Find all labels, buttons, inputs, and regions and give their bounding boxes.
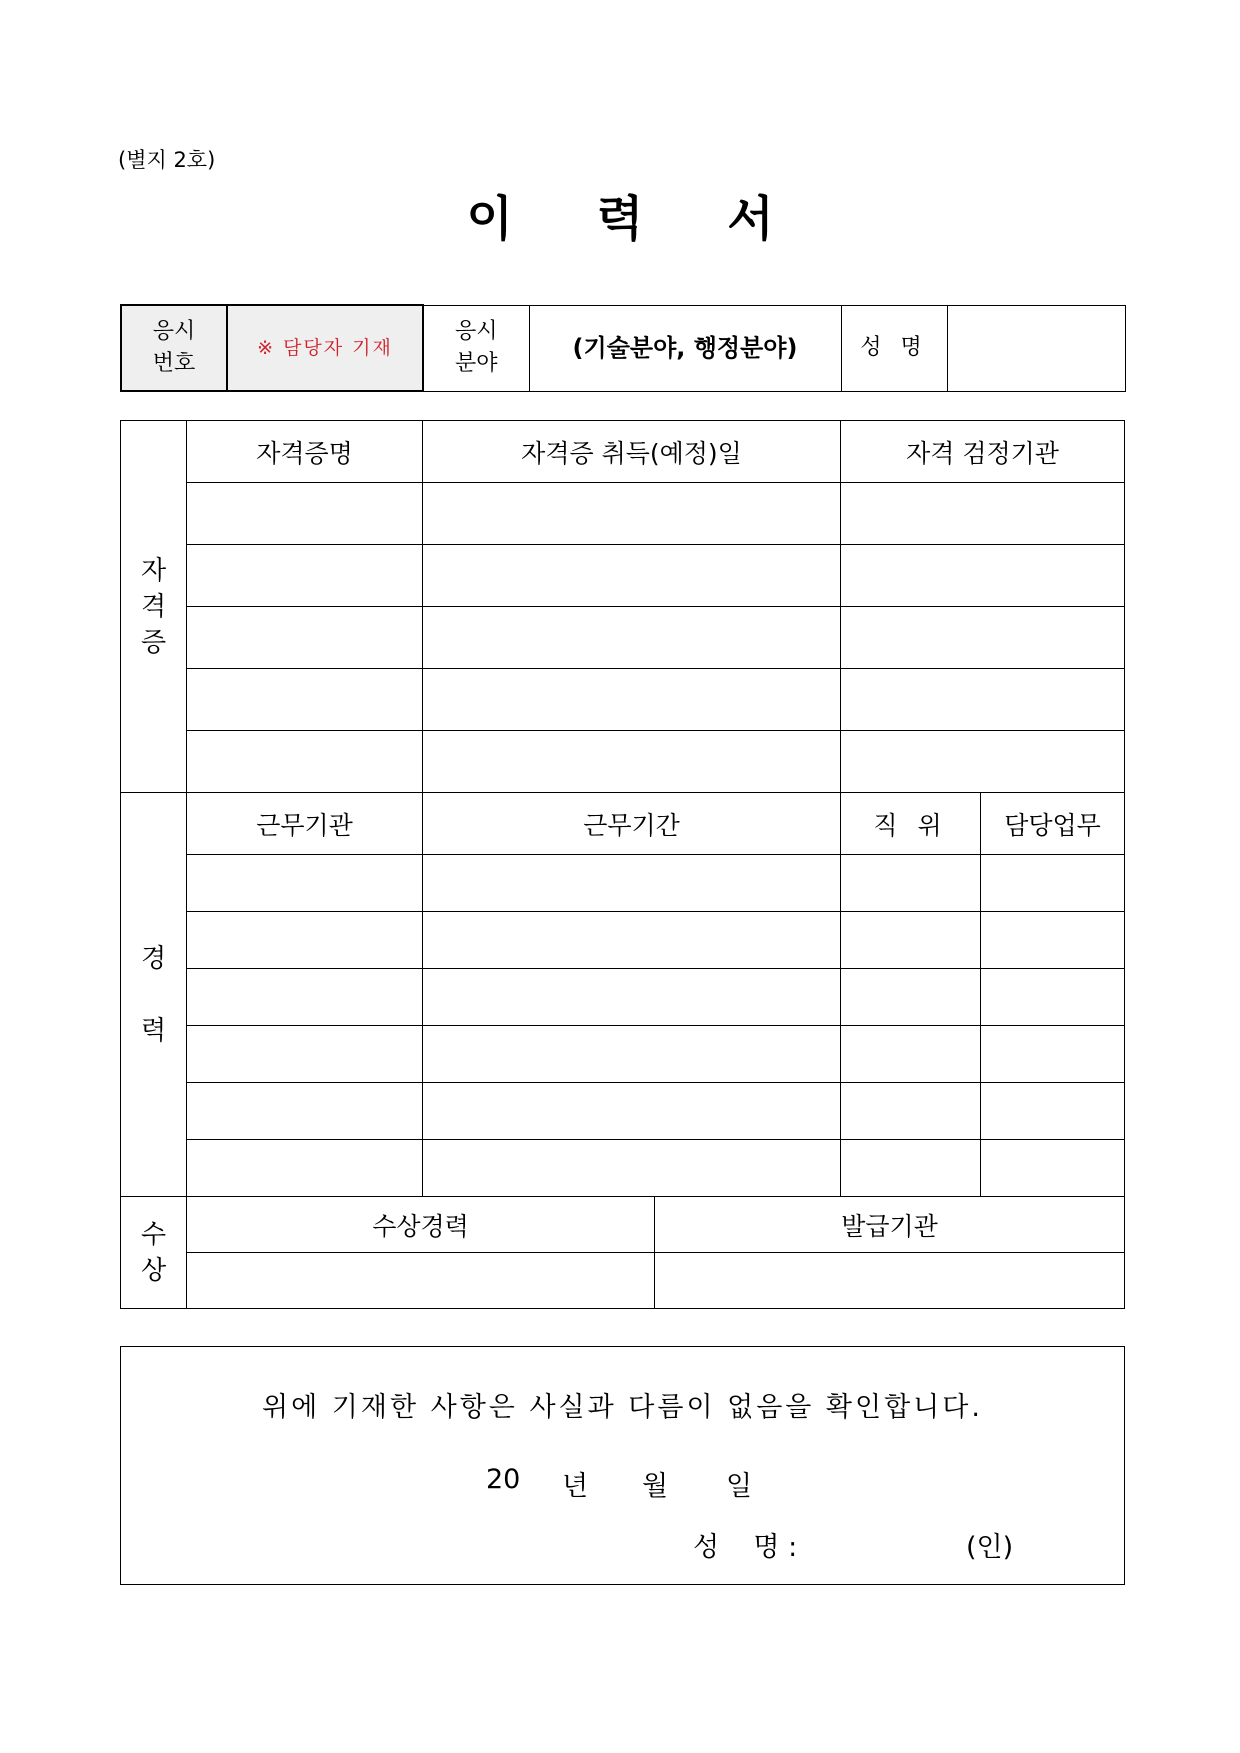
career-org-cell[interactable] xyxy=(187,1026,423,1083)
appendix-label: (별지 2호) xyxy=(118,148,216,172)
career-period-header: 근무기간 xyxy=(423,793,841,855)
award-issuer-cell[interactable] xyxy=(655,1253,1125,1309)
cert-issuer-cell[interactable] xyxy=(841,731,1125,793)
title-char-2: 력 xyxy=(596,191,644,247)
applicant-header-table xyxy=(120,304,1126,392)
table-row xyxy=(121,607,1125,669)
table-row xyxy=(121,1140,1125,1197)
date-day-unit: 일 xyxy=(726,1471,753,1502)
career-duty-cell[interactable] xyxy=(981,969,1125,1026)
career-duty-cell[interactable] xyxy=(981,1026,1125,1083)
career-period-cell[interactable] xyxy=(423,1083,841,1140)
seal-mark: (인) xyxy=(966,1532,1014,1563)
resume-table xyxy=(120,420,1125,1309)
career-period-cell[interactable] xyxy=(423,912,841,969)
career-duty-cell[interactable] xyxy=(981,912,1125,969)
cert-issuer-header: 자격 검정기관 xyxy=(841,421,1125,483)
career-period-cell[interactable] xyxy=(423,855,841,912)
table-row xyxy=(121,855,1125,912)
cert-date-cell[interactable] xyxy=(423,545,841,607)
date-month-unit: 월 xyxy=(642,1471,669,1502)
cert-date-cell[interactable] xyxy=(423,669,841,731)
cert-name-cell[interactable] xyxy=(187,669,423,731)
application-field-label: 응시 분야 xyxy=(423,305,529,391)
award-history-header: 수상경력 xyxy=(187,1197,655,1253)
name-label: 성 명 xyxy=(841,305,947,391)
confirmation-statement: 위에 기재한 사항은 사실과 다름이 없음을 확인합니다. xyxy=(262,1392,983,1423)
career-position-cell[interactable] xyxy=(841,1140,981,1197)
career-position-cell[interactable] xyxy=(841,912,981,969)
career-position-header: 직 위 xyxy=(841,793,981,855)
name-input[interactable] xyxy=(947,305,1125,391)
career-duty-header: 담당업무 xyxy=(981,793,1125,855)
exam-number-label: 응시 번호 xyxy=(121,305,227,391)
table-row xyxy=(121,969,1125,1026)
career-period-cell[interactable] xyxy=(423,1026,841,1083)
title-char-1: 이 xyxy=(466,191,513,247)
date-year-prefix: 20 xyxy=(486,1464,521,1495)
awards-section-label: 수 상 xyxy=(121,1197,187,1309)
table-row xyxy=(121,912,1125,969)
staff-only-field: ※ 담당자 기재 xyxy=(227,305,423,391)
cert-date-cell[interactable] xyxy=(423,607,841,669)
career-org-cell[interactable] xyxy=(187,855,423,912)
career-section-label: 경 력 xyxy=(121,793,187,1197)
award-history-cell[interactable] xyxy=(187,1253,655,1309)
table-row xyxy=(121,731,1125,793)
table-row xyxy=(121,1026,1125,1083)
confirmation-box xyxy=(120,1346,1125,1585)
cert-name-cell[interactable] xyxy=(187,483,423,545)
table-row xyxy=(121,669,1125,731)
cert-issuer-cell[interactable] xyxy=(841,545,1125,607)
career-position-cell[interactable] xyxy=(841,969,981,1026)
career-duty-cell[interactable] xyxy=(981,1083,1125,1140)
cert-issuer-cell[interactable] xyxy=(841,607,1125,669)
cert-date-cell[interactable] xyxy=(423,483,841,545)
cert-name-cell[interactable] xyxy=(187,731,423,793)
table-row xyxy=(121,1253,1125,1309)
career-org-cell[interactable] xyxy=(187,912,423,969)
table-row xyxy=(121,483,1125,545)
document-title xyxy=(0,180,1240,249)
career-position-cell[interactable] xyxy=(841,1026,981,1083)
cert-name-header: 자격증명 xyxy=(187,421,423,483)
cert-date-cell[interactable] xyxy=(423,731,841,793)
cert-date-header: 자격증 취득(예정)일 xyxy=(423,421,841,483)
career-duty-cell[interactable] xyxy=(981,1140,1125,1197)
career-period-cell[interactable] xyxy=(423,969,841,1026)
cert-name-cell[interactable] xyxy=(187,545,423,607)
certificates-section-label: 자 격 증 xyxy=(121,421,187,793)
career-org-cell[interactable] xyxy=(187,1083,423,1140)
date-year-unit: 년 xyxy=(562,1471,589,1502)
career-position-cell[interactable] xyxy=(841,1083,981,1140)
signer-name-label: 성 명 : xyxy=(693,1532,798,1563)
career-period-cell[interactable] xyxy=(423,1140,841,1197)
career-org-cell[interactable] xyxy=(187,969,423,1026)
cert-issuer-cell[interactable] xyxy=(841,483,1125,545)
table-row xyxy=(121,545,1125,607)
career-duty-cell[interactable] xyxy=(981,855,1125,912)
career-position-cell[interactable] xyxy=(841,855,981,912)
title-char-3: 서 xyxy=(727,191,774,247)
table-row xyxy=(121,1083,1125,1140)
application-field-value[interactable]: (기술분야, 행정분야) xyxy=(529,305,841,391)
career-org-cell[interactable] xyxy=(187,1140,423,1197)
cert-issuer-cell[interactable] xyxy=(841,669,1125,731)
career-org-header: 근무기관 xyxy=(187,793,423,855)
award-issuer-header: 발급기관 xyxy=(655,1197,1125,1253)
cert-name-cell[interactable] xyxy=(187,607,423,669)
